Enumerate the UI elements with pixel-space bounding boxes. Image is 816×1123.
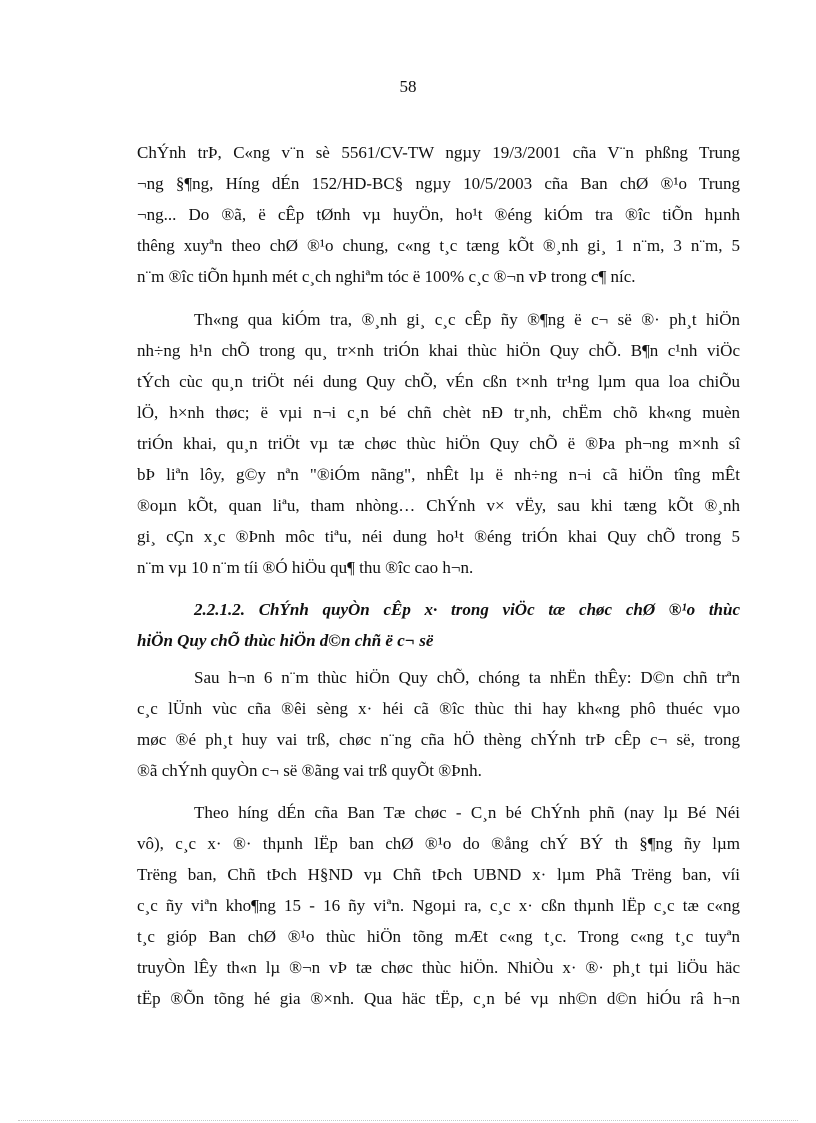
text-line: c¸c lÜnh vùc cña ®êi sèng x· héi cã ®îc thùc thi hay kh«ng phô thuéc vµo [137, 699, 740, 718]
text-line: n¨m vµ 10 n¨m tíi ®Ó hiÖu qu¶ thu ®îc cao h¬n. [137, 558, 474, 577]
page-bottom-divider [18, 1120, 798, 1121]
page-number: 58 [399, 77, 417, 96]
text-line: nh÷ng h¹n chÕ trong qu¸ tr×nh triÓn khai thùc hiÖn Quy chÕ. B¶n c¹nh viÖc [137, 341, 740, 360]
text-line: Sau h¬n 6 n¨m thùc hiÖn Quy chÕ, chóng ta nhËn thÊy: D©n chñ trªn [194, 668, 740, 687]
text-line: c¸c ñy viªn kho¶ng 15 - 16 ñy viªn. Ngoµi ra, c¸c x· cßn thµnh lËp c¸c tæ c«ng [137, 896, 740, 915]
text-line: truyÒn lÊy th«n lµ ®¬n vÞ tæ chøc thùc hiÖn. NhiÒu x· ®· ph¸t tµi liÖu häc [137, 958, 740, 977]
section-heading: 2.2.1.2. ChÝnh quyÒn cÊp x· trong viÖc tæ chøc chØ ®¹o thùc [194, 600, 740, 619]
text-line: thêng xuyªn theo chØ ®¹o chung, c«ng t¸c tæng kÕt ®¸nh gi¸ 1 n¨m, 3 n¨m, 5 [137, 236, 740, 255]
text-line: Theo híng dÉn cña Ban Tæ chøc - C¸n bé ChÝnh phñ (nay lµ Bé Néi [194, 803, 740, 822]
text-line: møc ®é ph¸t huy vai trß, chøc n¨ng cña hÖ thèng chÝnh trÞ cÊp c¬ së, trong [137, 730, 740, 749]
text-line: tÝch cùc qu¸n triÖt néi dung Quy chÕ, vÉn cßn t×nh tr¹ng lµm qua loa chiÕu [137, 372, 740, 391]
text-line: Trëng ban, Chñ tÞch H§ND vµ Chñ tÞch UBND x· lµm Phã Trëng ban, víi [137, 865, 740, 884]
text-line: bÞ liªn lôy, g©y nªn "®iÓm nãng", nhÊt lµ ë nh÷ng n¬i cã hiÖn tîng mÊt [137, 465, 740, 484]
text-line: ChÝnh trÞ, C«ng v¨n sè 5561/CV-TW ngµy 19/3/2001 cña V¨n phßng Trung [137, 143, 740, 162]
text-line: n¨m ®îc tiÕn hµnh mét c¸ch nghiªm tóc ë 100% c¸c ®¬n vÞ trong c¶ níc. [137, 267, 636, 286]
text-line: ®ã chÝnh quyÒn c¬ së ®ãng vai trß quyÕt ®Þnh. [137, 761, 482, 780]
text-line: ¬ng §¶ng, Híng dÉn 152/HD-BC§ ngµy 10/5/2003 cña Ban chØ ®¹o Trung [137, 174, 740, 193]
text-line: ¬ng... Do ®ã, ë cÊp tØnh vµ huyÖn, ho¹t ®éng kiÓm tra ®îc tiÕn hµnh [137, 205, 740, 224]
text-line: gi¸ cÇn x¸c ®Þnh môc tiªu, néi dung ho¹t ®éng triÓn khai Quy chÕ trong 5 [137, 527, 740, 546]
section-heading: hiÖn Quy chÕ thùc hiÖn d©n chñ ë c¬ së [137, 631, 434, 650]
text-line: ®oµn kÕt, quan liªu, tham nhòng… ChÝnh v× vËy, sau khi tæng kÕt ®¸nh [137, 496, 740, 515]
text-line: lÖ, h×nh thøc; ë vµi n¬i c¸n bé chñ chèt nÐ tr¸nh, chËm chõ kh«ng muèn [137, 403, 740, 422]
text-line: Th«ng qua kiÓm tra, ®¸nh gi¸ c¸c cÊp ñy ®¶ng ë c¬ së ®· ph¸t hiÖn [194, 310, 740, 329]
text-line: triÓn khai, qu¸n triÖt vµ tæ chøc thùc hiÖn Quy chÕ ë ®Þa ph¬ng m×nh sî [137, 434, 740, 453]
text-line: vô), c¸c x· ®· thµnh lËp ban chØ ®¹o do ®ång chÝ BÝ th §¶ng ñy lµm [137, 834, 740, 853]
text-line: t¸c gióp Ban chØ ®¹o thùc hiÖn tõng mÆt c«ng t¸c. Trong c«ng t¸c tuyªn [137, 927, 740, 946]
text-line: tËp ®Õn tõng hé gia ®×nh. Qua häc tËp, c¸n bé vµ nh©n d©n hiÓu râ h¬n [137, 989, 740, 1008]
